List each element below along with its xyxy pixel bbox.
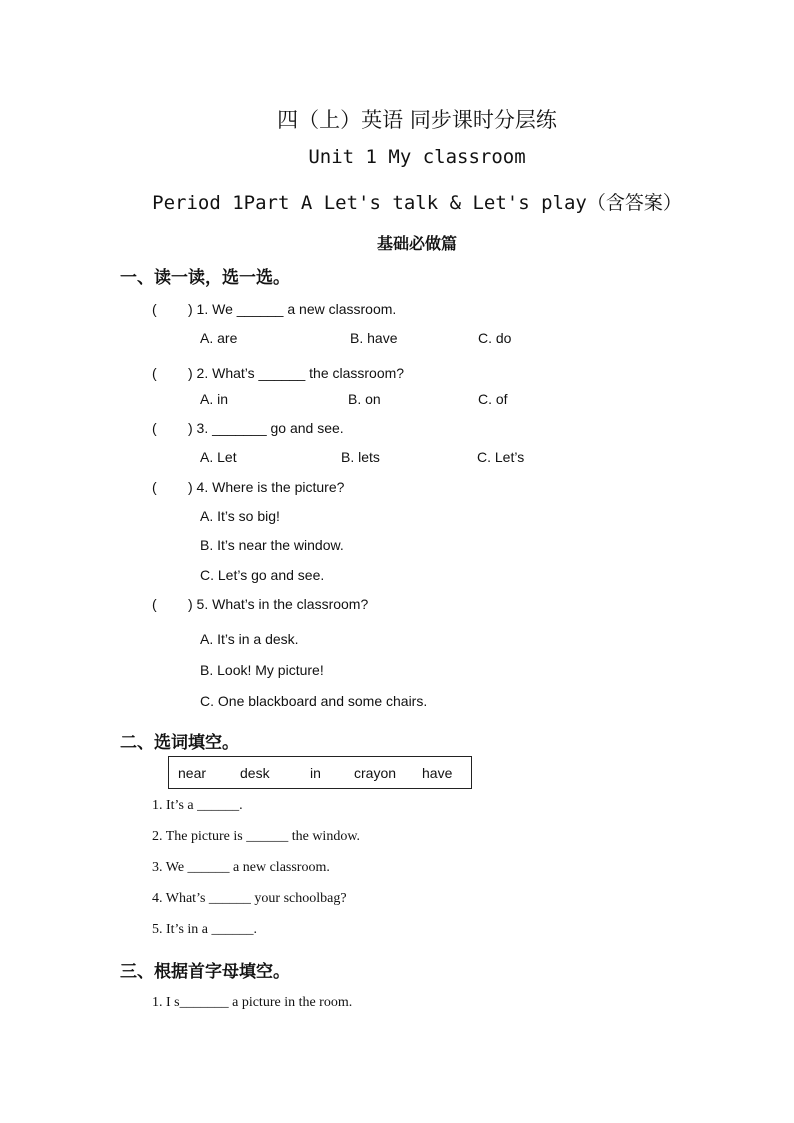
section3-heading: 三、根据首字母填空。 — [120, 962, 290, 982]
unit-title: Unit 1 My classroom — [308, 146, 526, 168]
q3-paren: ( — [152, 420, 157, 436]
section2-heading: 二、选词填空。 — [120, 733, 239, 753]
q4-option-a: A. It’s so big! — [200, 508, 280, 524]
q2-option-c: C. of — [478, 391, 508, 407]
word-bank-item: crayon — [354, 765, 397, 781]
fill-item-1: 1. It’s a ______. — [152, 798, 243, 813]
section1-heading: 一、读一读，选一选。 — [120, 268, 290, 288]
q4-option-b: B. It’s near the window. — [200, 537, 344, 553]
q1-stem: ) 1. We ______ a new classroom. — [188, 301, 397, 317]
q4-paren: ( — [152, 479, 157, 495]
fill-item-4: 4. What’s ______ your schoolbag? — [152, 891, 347, 906]
q5-stem: ) 5. What’s in the classroom? — [188, 596, 369, 612]
q1-option-b: B. have — [350, 330, 398, 346]
q5-option-a: A. It’s in a desk. — [200, 631, 299, 647]
q2-option-b: B. on — [348, 391, 381, 407]
q3-option-a: A. Let — [200, 449, 237, 465]
word-bank-item: desk — [240, 765, 270, 781]
q3-option-c: C. Let’s — [477, 449, 525, 465]
word-bank-item: have — [422, 765, 453, 781]
word-bank-item: near — [178, 765, 207, 781]
q2-option-a: A. in — [200, 391, 229, 407]
fill-item-3: 3. We ______ a new classroom. — [152, 860, 330, 875]
level-subtitle: 基础必做篇 — [376, 234, 457, 253]
q1-option-c: C. do — [478, 330, 512, 346]
fill-item-5: 5. It’s in a ______. — [152, 922, 257, 937]
period-title: Period 1Part A Let's talk & Let's play（含答案） — [152, 192, 682, 214]
worksheet-title: 四（上）英语 同步课时分层练 — [277, 108, 557, 132]
q1-option-a: A. are — [200, 330, 238, 346]
q4-option-c: C. Let’s go and see. — [200, 567, 325, 583]
initial-letter-item-1: 1. I s_______ a picture in the room. — [152, 995, 353, 1010]
q3-option-b: B. lets — [341, 449, 380, 465]
q5-option-c: C. One blackboard and some chairs. — [200, 693, 428, 709]
q5-option-b: B. Look! My picture! — [200, 662, 324, 678]
word-bank-box — [168, 756, 472, 789]
fill-item-2: 2. The picture is ______ the window. — [152, 829, 361, 844]
q1-paren: ( — [152, 301, 157, 317]
word-bank-item: in — [310, 765, 321, 781]
q2-paren: ( — [152, 365, 157, 381]
q3-stem: ) 3. _______ go and see. — [188, 420, 344, 436]
q5-paren: ( — [152, 596, 157, 612]
q2-stem: ) 2. What’s ______ the classroom? — [188, 365, 405, 381]
q4-stem: ) 4. Where is the picture? — [188, 479, 345, 495]
